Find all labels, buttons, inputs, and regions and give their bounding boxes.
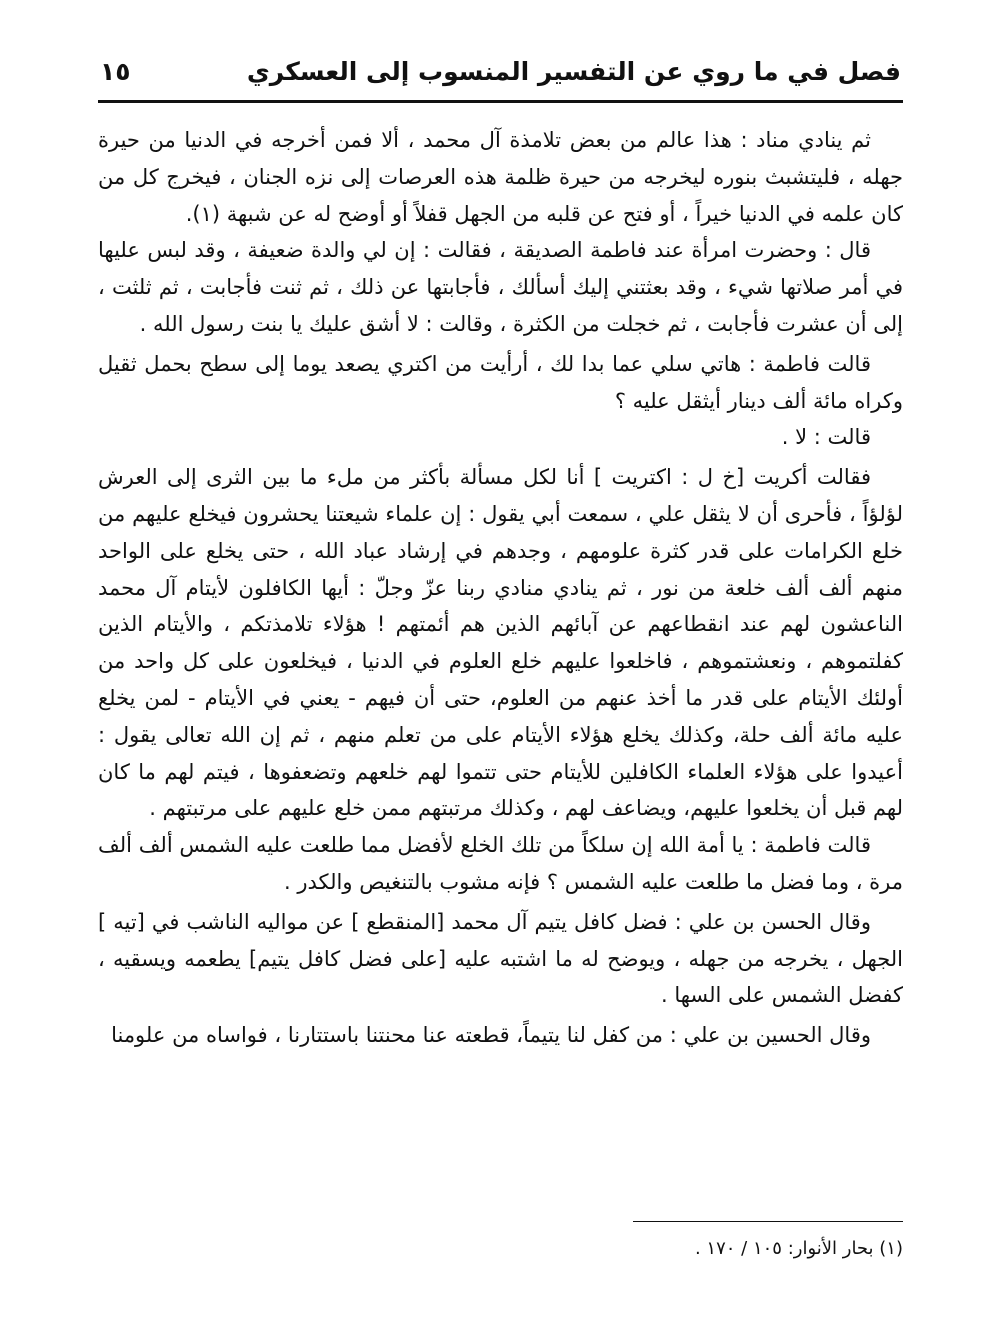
paragraph: ثم ينادي مناد : هذا عالم من بعض تلامذة آل محمد ، ألا فمن أخرجه في الدنيا من حيرة جهله ، فليتشبث بنوره ليخرجه من حيرة ظلمة هذه العرصات إلى نزه الجنان ، فيخرج كل من كان علمه في الدنيا خيراً ، أو فتح عن قلبه من الجهل قفلاً أو أوضح له عن شبهة (١). [98, 128, 903, 226]
page-number: ١٥ [100, 57, 131, 86]
header-divider [98, 100, 903, 103]
paragraph: قالت فاطمة : هاتي سلي عما بدا لك ، أرأيت من اكتري يصعد يوما إلى سطح بحمل ثقيل وكراه مائة ألف دينار أيثقل عليه ؟ [98, 351, 903, 413]
paragraph: وقال الحسين بن علي : من كفل لنا يتيماً، قطعته عنا محنتنا باستتارنا ، فواساه من علومنا [111, 1023, 871, 1048]
paragraph: قالت : لا . [781, 425, 871, 450]
paragraph: وقال الحسن بن علي : فضل كافل يتيم آل محمد [المنقطع ] عن مواليه الناشب في [تيه ] الجهل ، يخرجه من جهله ، ويوضح له ما اشتبه عليه [على فضل كافل يتيم] يطعمه ويسقيه ، كفضل الشمس على السها . [98, 909, 903, 1008]
running-title: فصل في ما روي عن التفسير المنسوب إلى العسكري [246, 57, 901, 86]
paragraph: قالت فاطمة : يا أمة الله إن سلكاً من تلك الخلع لأفضل مما طلعت عليه الشمس ألف ألف مرة ، وما فضل ما طلعت عليه الشمس ؟ فإنه مشوب بالتنغيص والكدر . [98, 833, 903, 894]
paragraph: قال : وحضرت امرأة عند فاطمة الصديقة ، فقالت : إن لي والدة ضعيفة ، وقد لبس عليها في أمر صلاتها شيء ، وقد بعثتني إليك أسألك ، فأجابتها عن ذلك ، ثم ثنت فأجابت ، ثم ثلثت ، إلى أن عشرت فأجابت ، ثم خجلت من الكثرة ، وقالت : لا أشق عليك يا بنت رسول الله . [98, 238, 903, 336]
paragraph: فقالت أكريت [خ ل : اكتريت ] أنا لكل مسألة بأكثر من ملء ما بين الثرى إلى العرش لؤلؤاً ، فأحرى أن لا يثقل علي ، سمعت أبي يقول : إن علماء شيعتنا يحشرون فيخلع عليهم من خلع الكرامات على قدر كثرة علومهم ، وجدهم في إرشاد عباد الله ، حتى يخلع على الواحد منهم ألف ألف خلعة من نور ، ثم ينادي منادي ربنا عزّ وجلّ : أيها الكافلون لأيتام آل محمد الناعشون لهم عند انقطاعهم عن آبائهم الذين هم أئمتهم ! هؤلاء تلامذتكم ، والأيتام الذين كفلتموهم ، ونعشتموهم ، فاخلعوا عليهم خلع العلوم في الدنيا ، فيخلعون على كل واحد من أولئك الأيتام على قدر ما أخذ عنهم من العلوم، حتى أن فيهم - يعني في الأيتام - لمن يخلع عليه مائة ألف حلة، وكذلك يخلع هؤلاء الأيتام على من تعلم منهم ، ثم إن الله تعالى يقول : أعيدوا على هؤلاء العلماء الكافلين للأيتام حتى تتموا لهم خلعهم وتضعفوها ، فيتم لهم ما كان لهم قبل أن يخلعوا عليهم، ويضاعف لهم ، وكذلك مرتبتهم ممن خلع عليهم على مرتبتهم . [98, 465, 903, 821]
main-text [98, 122, 903, 1054]
footnote-divider [633, 1221, 903, 1222]
footnote: (١) بحار الأنوار: ١٠٥ / ١٧٠ . [694, 1238, 903, 1259]
